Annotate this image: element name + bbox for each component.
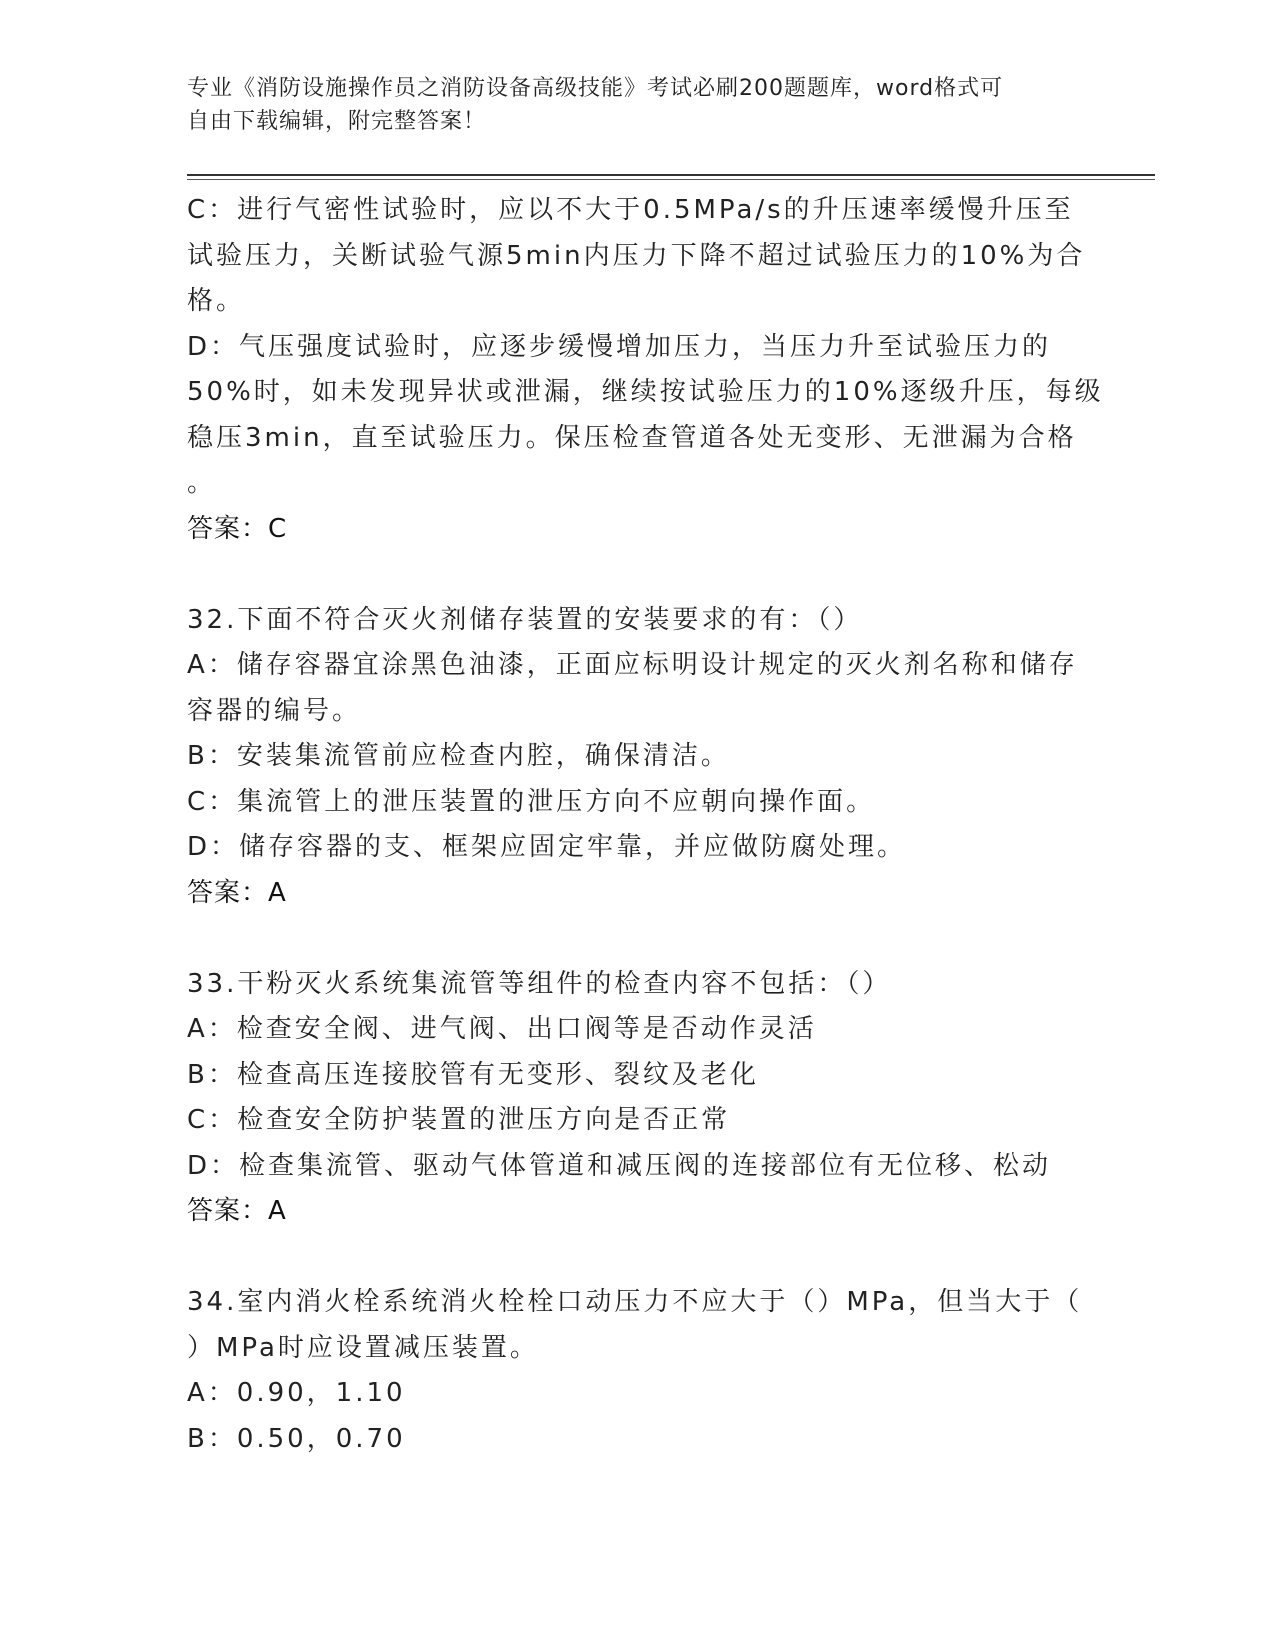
option-d: D：检查集流管、驱动气体管道和减压阀的连接部位有无位移、松动 xyxy=(187,1150,1052,1181)
question-32-block xyxy=(187,598,1078,917)
text-line: 容器的编号。 xyxy=(187,695,362,726)
spacer xyxy=(187,1235,1067,1281)
spacer xyxy=(187,552,1067,598)
answer-label: 答案：A xyxy=(187,1196,287,1226)
text-line: ）MPa时应设置减压装置。 xyxy=(187,1332,539,1363)
option-d: D：储存容器的支、框架应固定牢靠，并应做防腐处理。 xyxy=(187,832,907,862)
option-a xyxy=(187,643,1078,734)
text-line: 稳压3min，直至试验压力。保压检查管道各处无变形、无泄漏为合格 xyxy=(187,422,1077,453)
header-divider-thick xyxy=(187,174,1155,176)
question-text: 33.干粉灭火系统集流管等组件的检查内容不包括：（） xyxy=(187,968,892,999)
option-c: C：集流管上的泄压装置的泄压方向不应朝向操作面。 xyxy=(187,786,876,817)
option-c xyxy=(187,188,1086,325)
answer-label: 答案：C xyxy=(187,513,288,544)
text-line: 试验压力，关断试验气源5min内压力下降不超过试验压力的10%为合 xyxy=(187,240,1086,271)
option-a: A：检查安全阀、进气阀、出口阀等是否动作灵活 xyxy=(187,1014,817,1044)
document-header xyxy=(187,72,1067,138)
text-line: 50%时，如未发现异状或泄漏，继续按试验压力的10%逐级升压，每级 xyxy=(187,377,1104,407)
text-line: 格。 xyxy=(187,286,246,316)
question-text xyxy=(187,1280,1083,1371)
header-divider-thin xyxy=(187,179,1155,180)
option-b: B：0.50，0.70 xyxy=(187,1423,406,1454)
option-c: C：检查安全防护装置的泄压方向是否正常 xyxy=(187,1105,731,1135)
spacer xyxy=(187,916,1067,962)
text-line: 34.室内消火栓系统消火栓栓口动压力不应大于（）MPa，但当大于（ xyxy=(187,1287,1083,1317)
header-line-2: 自由下载编辑，附完整答案！ xyxy=(187,109,487,134)
option-d xyxy=(187,325,1104,507)
header-line-1: 专业《消防设施操作员之消防设备高级技能》考试必刷200题题库，word格式可 xyxy=(187,76,1004,101)
text-line: A：储存容器宜涂黑色油漆，正面应标明设计规定的灭火剂名称和储存 xyxy=(187,650,1078,680)
text-line: D：气压强度试验时，应逐步缓慢增加压力，当压力升至试验压力的 xyxy=(187,331,1052,362)
option-b: B：检查高压连接胶管有无变形、裂纹及老化 xyxy=(187,1059,759,1090)
document-body xyxy=(187,188,1104,1462)
question-33-block xyxy=(187,962,1067,1235)
option-b: B：安装集流管前应检查内腔，确保清洁。 xyxy=(187,741,730,771)
text-line: 。 xyxy=(187,468,217,498)
question-31-block xyxy=(187,188,1104,552)
option-a: A：0.90，1.10 xyxy=(187,1378,406,1408)
question-text: 32.下面不符合灭火剂储存装置的安装要求的有：（） xyxy=(187,604,863,635)
text-line: C：进行气密性试验时，应以不大于0.5MPa/s的升压速率缓慢升压至 xyxy=(187,195,1074,225)
answer-label: 答案：A xyxy=(187,877,287,908)
question-34-block xyxy=(187,1280,1083,1462)
